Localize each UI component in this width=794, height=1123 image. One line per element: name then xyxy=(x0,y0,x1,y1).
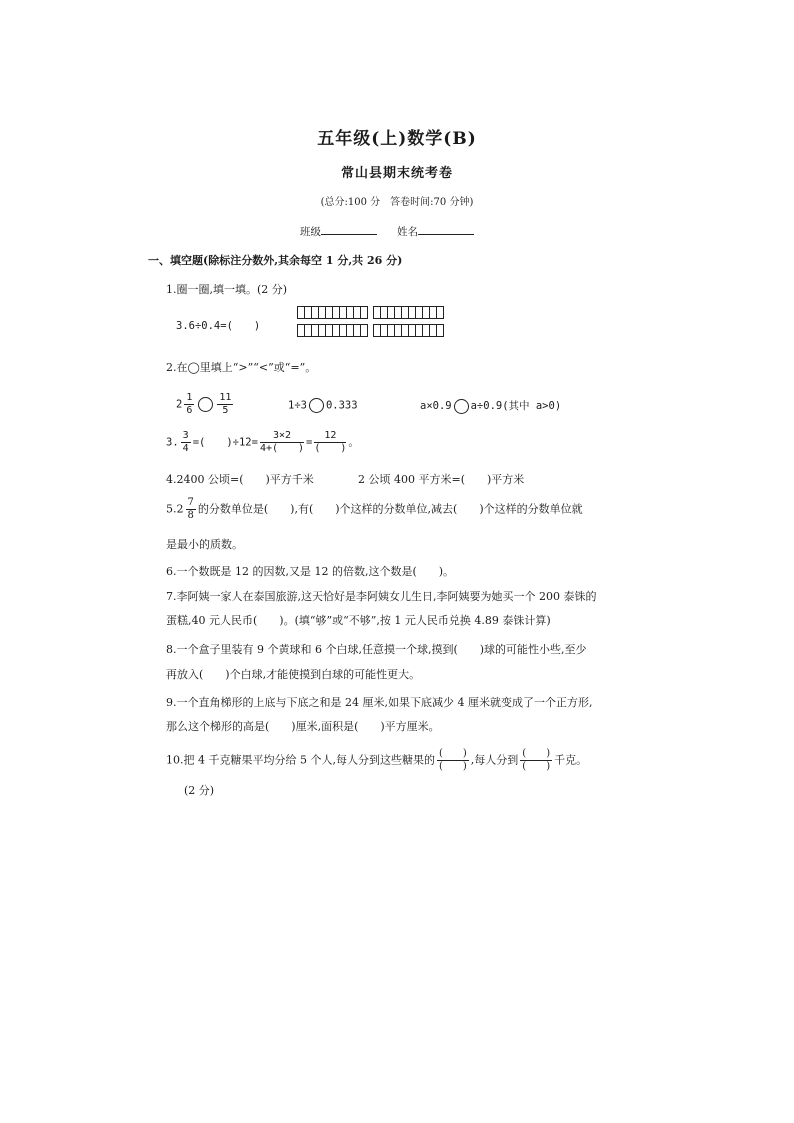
decimal-grid-1[interactable] xyxy=(297,306,368,319)
answer-fraction-2[interactable]: $\frac{( )}{( )}$ xyxy=(522,748,551,772)
question-7-line-1: 7.李阿姨一家人在泰国旅游,这天恰好是李阿姨女儿生日,李阿姨要为她买一个 200 泰铢的 xyxy=(166,590,597,603)
question-5-line-2: 是最小的质数。 xyxy=(166,538,243,551)
name-label: 姓名 xyxy=(397,226,418,238)
question-2: 2.在◯里填上“>”“<”或“=”。 xyxy=(166,361,317,374)
fraction: $\frac{11}{5}$ xyxy=(219,392,232,416)
question-9-line-2: 那么这个梯形的高是( )厘米,面积是( )平方厘米。 xyxy=(166,720,440,733)
question-2-item-b: 1÷3 0.333 xyxy=(288,399,358,412)
page-title: 五年级(上)数学(B) xyxy=(317,129,477,149)
answer-fraction-1[interactable]: $\frac{( )}{( )}$ xyxy=(438,748,467,772)
section-heading: 一、填空题(除标注分数外,其余每空 1 分,共 26 分) xyxy=(148,254,403,267)
question-2-item-a xyxy=(176,393,235,416)
mixed-whole: 2 xyxy=(176,398,183,411)
class-label: 班级 xyxy=(300,226,321,238)
student-fields xyxy=(300,224,474,239)
fraction: $\frac{1}{6}$ xyxy=(186,392,193,416)
question-7-line-2: 蛋糕,40 元人民币( )。(填“够”或“不够”,按 1 元人民币兑换 4.89 泰铢计算) xyxy=(166,614,551,627)
question-10-points: (2 分) xyxy=(184,784,215,797)
exam-meta: (总分:100 分 答卷时间:70 分钟) xyxy=(320,197,474,208)
question-1: 1.圈一圈,填一填。(2 分) xyxy=(166,283,288,296)
class-blank[interactable] xyxy=(321,224,377,235)
decimal-grid-3[interactable] xyxy=(297,324,368,337)
name-blank[interactable] xyxy=(418,224,474,235)
question-2-item-c: a×0.9 a÷0.9(其中 a>0) xyxy=(420,400,562,412)
compare-circle-c[interactable] xyxy=(454,399,469,414)
compare-circle-a[interactable] xyxy=(198,397,213,412)
question-4-b: 2 公顷 400 平方米=( )平方米 xyxy=(358,473,525,486)
decimal-grid-4[interactable] xyxy=(373,324,444,337)
question-6: 6.一个数既是 12 的因数,又是 12 的倍数,这个数是( )。 xyxy=(166,565,455,578)
compare-circle-b[interactable] xyxy=(309,398,324,413)
question-8-line-1: 8.一个盒子里装有 9 个黄球和 6 个白球,任意摸一个球,摸到( )球的可能性小些,至少 xyxy=(166,643,587,656)
exam-subtitle: 常山县期末统考卷 xyxy=(340,166,453,181)
question-3: 3. $\frac{3}{4}$ =( )÷12= $\frac{3\times 2}{4+( )}$ = $\frac{12}{( )}$ 。 xyxy=(166,430,359,454)
question-5: 5.2 $\frac{7}{8}$ 的分数单位是( ),有( )个这样的分数单位,减去( )个这样的分数单位就 xyxy=(166,497,583,521)
question-1-expression: 3.6÷0.4=( ) xyxy=(176,320,261,332)
question-9-line-1: 9.一个直角梯形的上底与下底之和是 24 厘米,如果下底减少 4 厘米就变成了一个正方形, xyxy=(166,696,593,709)
question-10: 10.把 4 千克糖果平均分给 5 个人,每人分到这些糖果的 $\frac{( )}{( )}$ ,每人分到 $\frac{( )}{( )}$ 千克。 xyxy=(166,748,588,772)
question-4-a: 4.2400 公顷=( )平方千米 xyxy=(166,473,314,486)
decimal-grid-2[interactable] xyxy=(373,306,444,319)
question-8-line-2: 再放入( )个白球,才能使摸到白球的可能性更大。 xyxy=(166,668,421,681)
